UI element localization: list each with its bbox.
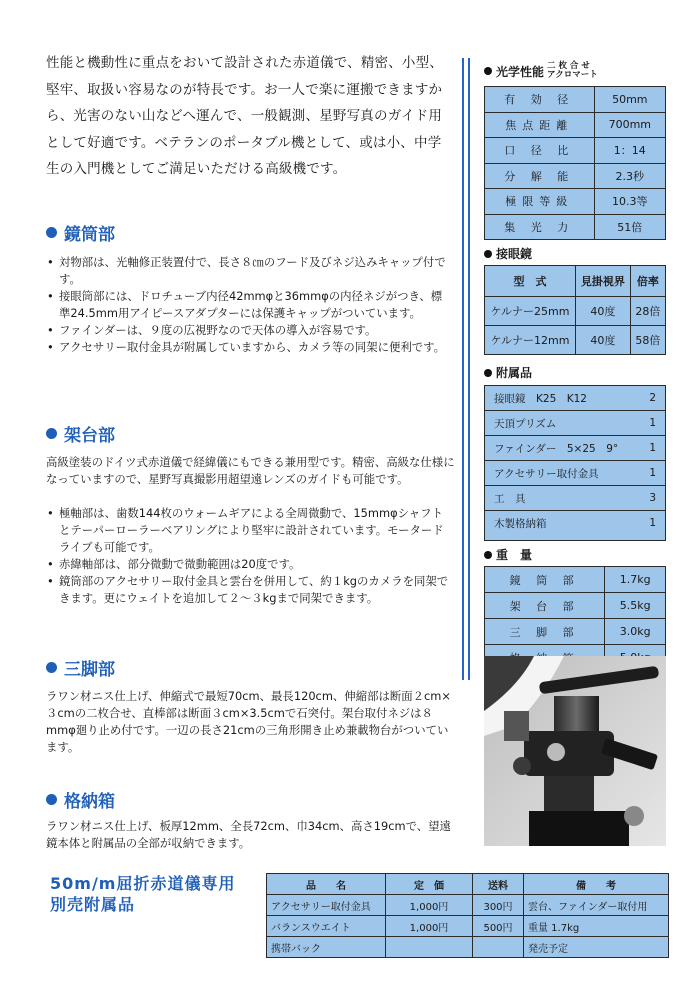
divider-line: [468, 58, 470, 680]
accessory-name: 接眼鏡 K25 K12: [494, 392, 587, 405]
section-heading-case: [46, 787, 115, 812]
table-cell: 10.3等: [594, 189, 665, 215]
table-cell: 焦点距離: [485, 112, 595, 138]
optics-subtitle: [547, 62, 598, 80]
table-header: 送料: [473, 874, 524, 895]
table-row: [485, 593, 666, 619]
bullet-dot-icon: [46, 662, 57, 673]
accessory-qty: 1: [649, 517, 656, 529]
optics-title: 光学性能: [496, 64, 545, 79]
table-cell: 40度: [575, 326, 630, 355]
accessory-qty: 1: [649, 417, 656, 429]
table-cell: 分 解 能: [485, 163, 595, 189]
table-cell: 1：14: [594, 138, 665, 164]
section-title: 鏡筒部: [64, 225, 115, 245]
accessories-heading: [484, 364, 532, 381]
table-cell: 28倍: [630, 297, 665, 326]
table-row: [267, 895, 669, 916]
list-item: [485, 511, 665, 535]
list-item: [485, 436, 665, 461]
table-row: [485, 163, 666, 189]
list-item: [485, 411, 665, 436]
case-paragraph: ラワン材ニス仕上げ、板厚12mm、全長72cm、巾34cm、高さ19cmで、望遠鏡本体と附属品の全部が収納できます。: [46, 819, 451, 850]
table-row: [485, 87, 666, 113]
table-cell: 集 光 力: [485, 214, 595, 240]
list-item: [485, 461, 665, 486]
mount-photo: [484, 656, 666, 846]
section-heading-tripod: [46, 655, 115, 680]
weight-title: 重 量: [496, 548, 533, 562]
eyepiece-table: [484, 265, 666, 355]
table-row: [485, 189, 666, 215]
table-cell: [386, 937, 473, 958]
table-cell: 500円: [473, 916, 524, 937]
list-item: • 対物部は、光軸修正装置付で、長さ８㎝のフード及びネジ込みキャップ付です。: [46, 254, 451, 288]
table-cell: 5.5kg: [605, 593, 666, 619]
table-row: [485, 297, 666, 326]
table-cell: 三 脚 部: [485, 619, 605, 645]
list-item: • 鏡筒部のアクセサリー取付金具と雲台を併用して、約１kgのカメラを同架できます。更にウェイトを追加して２～３kgまで同架できます。: [46, 573, 451, 607]
table-row: [485, 112, 666, 138]
bullet-dot-icon: [484, 67, 492, 75]
mount-bullet-list: [46, 505, 451, 607]
accessory-name: 木製格納箱: [494, 517, 547, 530]
optics-subtitle-top: 二 枚 合 せ: [547, 61, 590, 71]
table-row: [485, 214, 666, 240]
list-item: • アクセサリー取付金具が附属していますから、カメラ等の同架に便利です。: [46, 339, 451, 356]
table-cell: 架 台 部: [485, 593, 605, 619]
accessory-name: 工 具: [494, 492, 526, 505]
table-cell: 1,000円: [386, 895, 473, 916]
table-cell: バランスウエイト: [267, 916, 386, 937]
table-cell: [473, 937, 524, 958]
divider-line: [462, 58, 464, 680]
list-item: [485, 486, 665, 511]
bullet-dot-icon: [46, 227, 57, 238]
section-heading-mount: [46, 421, 115, 446]
weight-heading: [484, 546, 532, 563]
accessories-title: 附属品: [496, 366, 533, 380]
table-cell: 携帯バック: [267, 937, 386, 958]
table-cell: 50mm: [594, 87, 665, 113]
table-row: [485, 567, 666, 593]
table-cell: 3.0kg: [605, 619, 666, 645]
table-row: [267, 874, 669, 895]
table-header: 倍率: [630, 266, 665, 297]
table-cell: 300円: [473, 895, 524, 916]
table-row: [485, 266, 666, 297]
section-title: 架台部: [64, 426, 115, 446]
section-title: 格納箱: [64, 792, 115, 812]
bullet-dot-icon: [484, 369, 492, 377]
table-cell: 重量 1.7kg: [524, 916, 669, 937]
table-row: [267, 916, 669, 937]
table-cell: ケルナー12mm: [485, 326, 576, 355]
accessory-name: アクセサリー取付金具: [494, 467, 599, 480]
table-header: 定 価: [386, 874, 473, 895]
list-item: • 極軸部は、歯数144枚のウォームギアによる全周微動で、15mmφシャフトとテーパーローラーベアリングにより堅牢に設計されています。モータードライブも可能です。: [46, 505, 451, 556]
optics-table: [484, 86, 666, 240]
list-item: [485, 386, 665, 411]
accessory-qty: 1: [649, 442, 656, 454]
title-line: 別売附属品: [50, 895, 136, 914]
table-cell: 有 効 径: [485, 87, 595, 113]
table-row: [485, 326, 666, 355]
table-cell: 700mm: [594, 112, 665, 138]
optional-accessories-title: [50, 873, 235, 915]
tube-bullet-list: [46, 254, 451, 356]
accessory-name: 天頂プリズム: [494, 417, 557, 430]
tripod-paragraph: ラワン材ニス仕上げ、伸縮式で最短70cm、最長120cm、伸縮部は断面２cm×３cmの二枚合せ、直棒部は断面３cm×3.5cmで石突付。架台取付ネジは８mmφ廻り止め付です。一辺の長さ21cmの三角形開き止め兼載物台がついています。: [46, 689, 451, 754]
mount-photo-illustration: [484, 656, 666, 846]
table-cell: 口 径 比: [485, 138, 595, 164]
table-row: [267, 937, 669, 958]
eyepiece-title: 接眼鏡: [496, 247, 533, 261]
table-cell: 58倍: [630, 326, 665, 355]
optics-subtitle-bottom: アクロマート: [547, 70, 598, 80]
table-cell: 40度: [575, 297, 630, 326]
table-header: 品 名: [267, 874, 386, 895]
table-row: [485, 138, 666, 164]
table-cell: 1,000円: [386, 916, 473, 937]
intro-paragraph: 性能と機動性に重点をおいて設計された赤道儀で、精密、小型、堅牢、取扱い容易なのが特長です。お一人で楽に運搬できますから、光害のない山などへ運んで、一般観測、星野写真のガイド用として好適です。ベテランのポータブル機として、或は小、中学生の入門機としてご満足いただける高級機です。: [46, 55, 444, 177]
list-item: • ファインダーは、９度の広視野なので天体の導入が容易です。: [46, 322, 451, 339]
optional-accessories-table: [266, 873, 669, 958]
table-cell: ケルナー25mm: [485, 297, 576, 326]
bullet-dot-icon: [484, 551, 492, 559]
table-cell: 極限等級: [485, 189, 595, 215]
bullet-dot-icon: [484, 250, 492, 258]
table-header: 備 考: [524, 874, 669, 895]
accessories-list: [484, 385, 666, 541]
accessory-qty: 1: [649, 467, 656, 479]
list-item: • 接眼筒部には、ドロチューブ内径42mmφと36mmφの内径ネジがつき、標準24.5mm用アイピースアダプターには保護キャップがついています。: [46, 288, 451, 322]
accessory-qty: 3: [649, 492, 656, 504]
table-header: 見掛視界: [575, 266, 630, 297]
table-cell: 発売予定: [524, 937, 669, 958]
section-heading-tube: [46, 220, 115, 245]
mount-paragraph: 高級塗装のドイツ式赤道儀で経緯儀にもできる兼用型です。精密、高級な仕様になっていますので、星野写真撮影用超望遠レンズのガイドも可能です。: [46, 455, 455, 486]
bullet-dot-icon: [46, 794, 57, 805]
optics-heading: [484, 62, 598, 80]
eyepiece-heading: [484, 245, 532, 262]
list-item: • 赤緯軸部は、部分微動で微動範囲は20度です。: [46, 556, 451, 573]
table-cell: 雲台、ファインダー取付用: [524, 895, 669, 916]
section-title: 三脚部: [64, 660, 115, 680]
table-cell: 2.3秒: [594, 163, 665, 189]
table-cell: 1.7kg: [605, 567, 666, 593]
table-cell: 鏡 筒 部: [485, 567, 605, 593]
title-line: 50m/m屈折赤道儀専用: [50, 874, 236, 893]
table-header: 型 式: [485, 266, 576, 297]
table-cell: 51倍: [594, 214, 665, 240]
table-row: [485, 619, 666, 645]
accessory-name: ファインダー 5×25 9°: [494, 442, 619, 455]
bullet-dot-icon: [46, 428, 57, 439]
table-cell: アクセサリー取付金具: [267, 895, 386, 916]
accessory-qty: 2: [649, 392, 656, 404]
